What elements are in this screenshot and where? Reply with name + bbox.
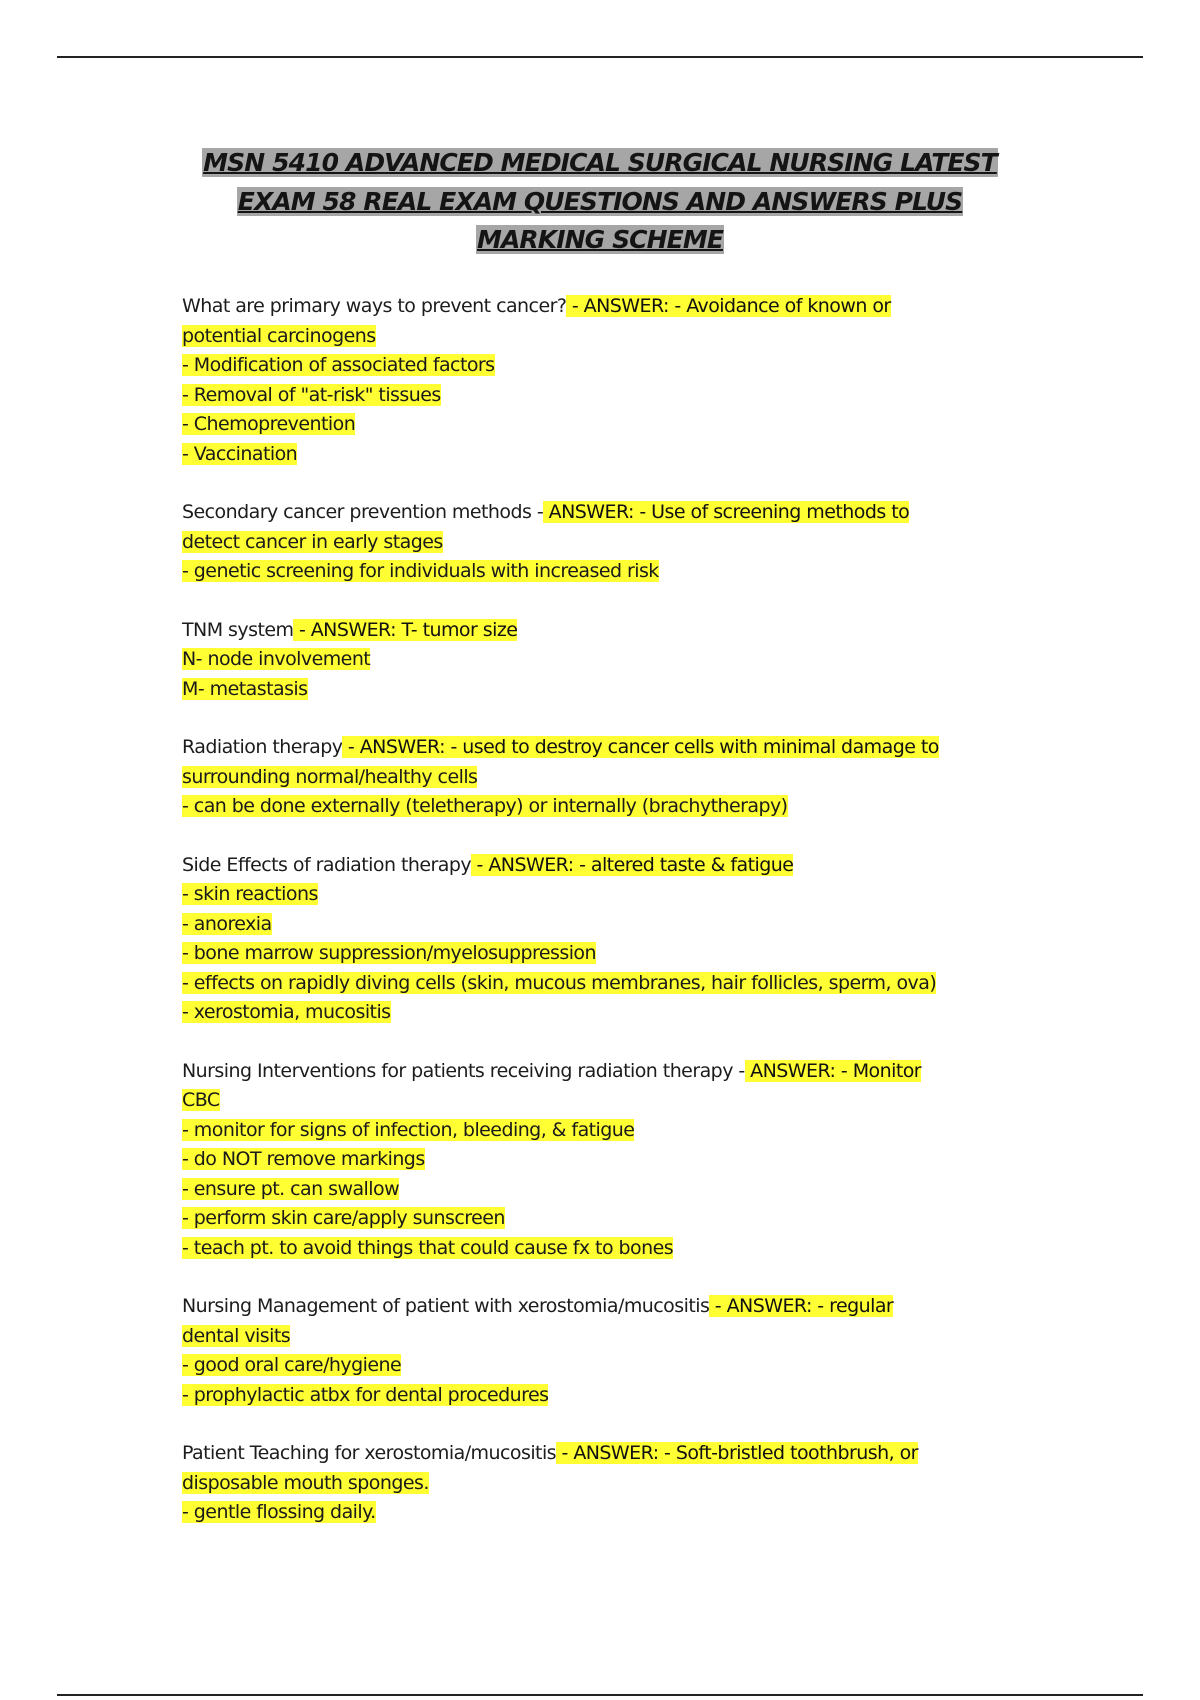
answer-line: - xerostomia, mucositis	[182, 1001, 391, 1023]
question-text: What are primary ways to prevent cancer?	[182, 295, 567, 317]
top-rule	[57, 56, 1143, 58]
answer-line: - skin reactions	[182, 883, 318, 905]
answer-line: - anorexia	[182, 912, 272, 935]
answer-line: - effects on rapidly diving cells (skin, mucous membranes, hair follicles, sperm, ova)	[182, 971, 937, 994]
answer-line: - Chemoprevention	[182, 413, 356, 435]
answer-line: - good oral care/hygiene	[182, 1354, 402, 1376]
answer-highlight: - ANSWER: - Avoidance of known or	[566, 295, 891, 317]
answer-highlight: - ANSWER: T- tumor size	[293, 618, 518, 641]
answer-line: disposable mouth sponges.	[182, 1471, 429, 1494]
answer-highlight: - ANSWER: - altered taste & fatigue	[471, 853, 794, 876]
answer-line: N- node involvement	[182, 648, 371, 670]
answer-line: surrounding normal/healthy cells	[182, 765, 478, 788]
answer-highlight: - ANSWER: - used to destroy cancer cells with minimal damage to	[342, 736, 939, 758]
qa-item	[182, 292, 1042, 469]
answer-line: - ensure pt. can swallow	[182, 1177, 400, 1200]
question-text: Side Effects of radiation therapy	[182, 853, 472, 876]
answer-line: - can be done externally (teletherapy) or internally (brachytherapy)	[182, 795, 788, 817]
answer-line: potential carcinogens	[182, 324, 376, 347]
answer-line: M- metastasis	[182, 677, 308, 700]
qa-item	[182, 1439, 1042, 1528]
answer-line: - Removal of "at-risk" tissues	[182, 383, 441, 406]
answer-line: - monitor for signs of infection, bleeding, & fatigue	[182, 1118, 635, 1141]
bottom-rule	[57, 1694, 1143, 1696]
answer-highlight: - ANSWER: - Soft-bristled toothbrush, or	[556, 1442, 918, 1464]
qa-item	[182, 1292, 1042, 1410]
qa-item	[182, 616, 1042, 705]
answer-line: - teach pt. to avoid things that could cause fx to bones	[182, 1236, 674, 1259]
answer-highlight: ANSWER: - Use of screening methods to	[543, 501, 910, 523]
title-line: EXAM 58 REAL EXAM QUESTIONS AND ANSWERS PLUS	[237, 186, 963, 216]
question-text: Nursing Management of patient with xerostomia/mucositis	[182, 1295, 710, 1317]
qa-item	[182, 851, 1042, 1028]
answer-line: detect cancer in early stages	[182, 530, 443, 553]
answer-line: - prophylactic atbx for dental procedures	[182, 1383, 549, 1406]
answer-line: - Modification of associated factors	[182, 354, 495, 376]
answer-line: - gentle flossing daily.	[182, 1501, 376, 1523]
qa-item	[182, 733, 1042, 822]
answer-line: - do NOT remove markings	[182, 1148, 425, 1170]
qa-list	[182, 292, 1042, 1557]
question-text: Radiation therapy	[182, 736, 343, 758]
qa-item	[182, 498, 1042, 587]
answer-line: dental visits	[182, 1324, 291, 1347]
answer-highlight: ANSWER: - Monitor	[744, 1059, 922, 1082]
answer-line: - genetic screening for individuals with increased risk	[182, 560, 659, 582]
answer-highlight: - ANSWER: - regular	[709, 1295, 894, 1317]
qa-item	[182, 1057, 1042, 1264]
question-text: Patient Teaching for xerostomia/mucositis	[182, 1442, 557, 1464]
answer-line: - Vaccination	[182, 442, 298, 465]
title-line: MARKING SCHEME	[476, 225, 723, 254]
question-text: Nursing Interventions for patients receiving radiation therapy -	[182, 1059, 745, 1082]
answer-line: - perform skin care/apply sunscreen	[182, 1207, 505, 1229]
question-text: Secondary cancer prevention methods -	[182, 501, 544, 523]
title-line: MSN 5410 ADVANCED MEDICAL SURGICAL NURSING LATEST	[203, 148, 997, 177]
document-title	[150, 144, 1050, 260]
answer-line: - bone marrow suppression/myelosuppression	[182, 942, 597, 964]
question-text: TNM system	[182, 618, 294, 641]
answer-line: CBC	[182, 1089, 220, 1111]
